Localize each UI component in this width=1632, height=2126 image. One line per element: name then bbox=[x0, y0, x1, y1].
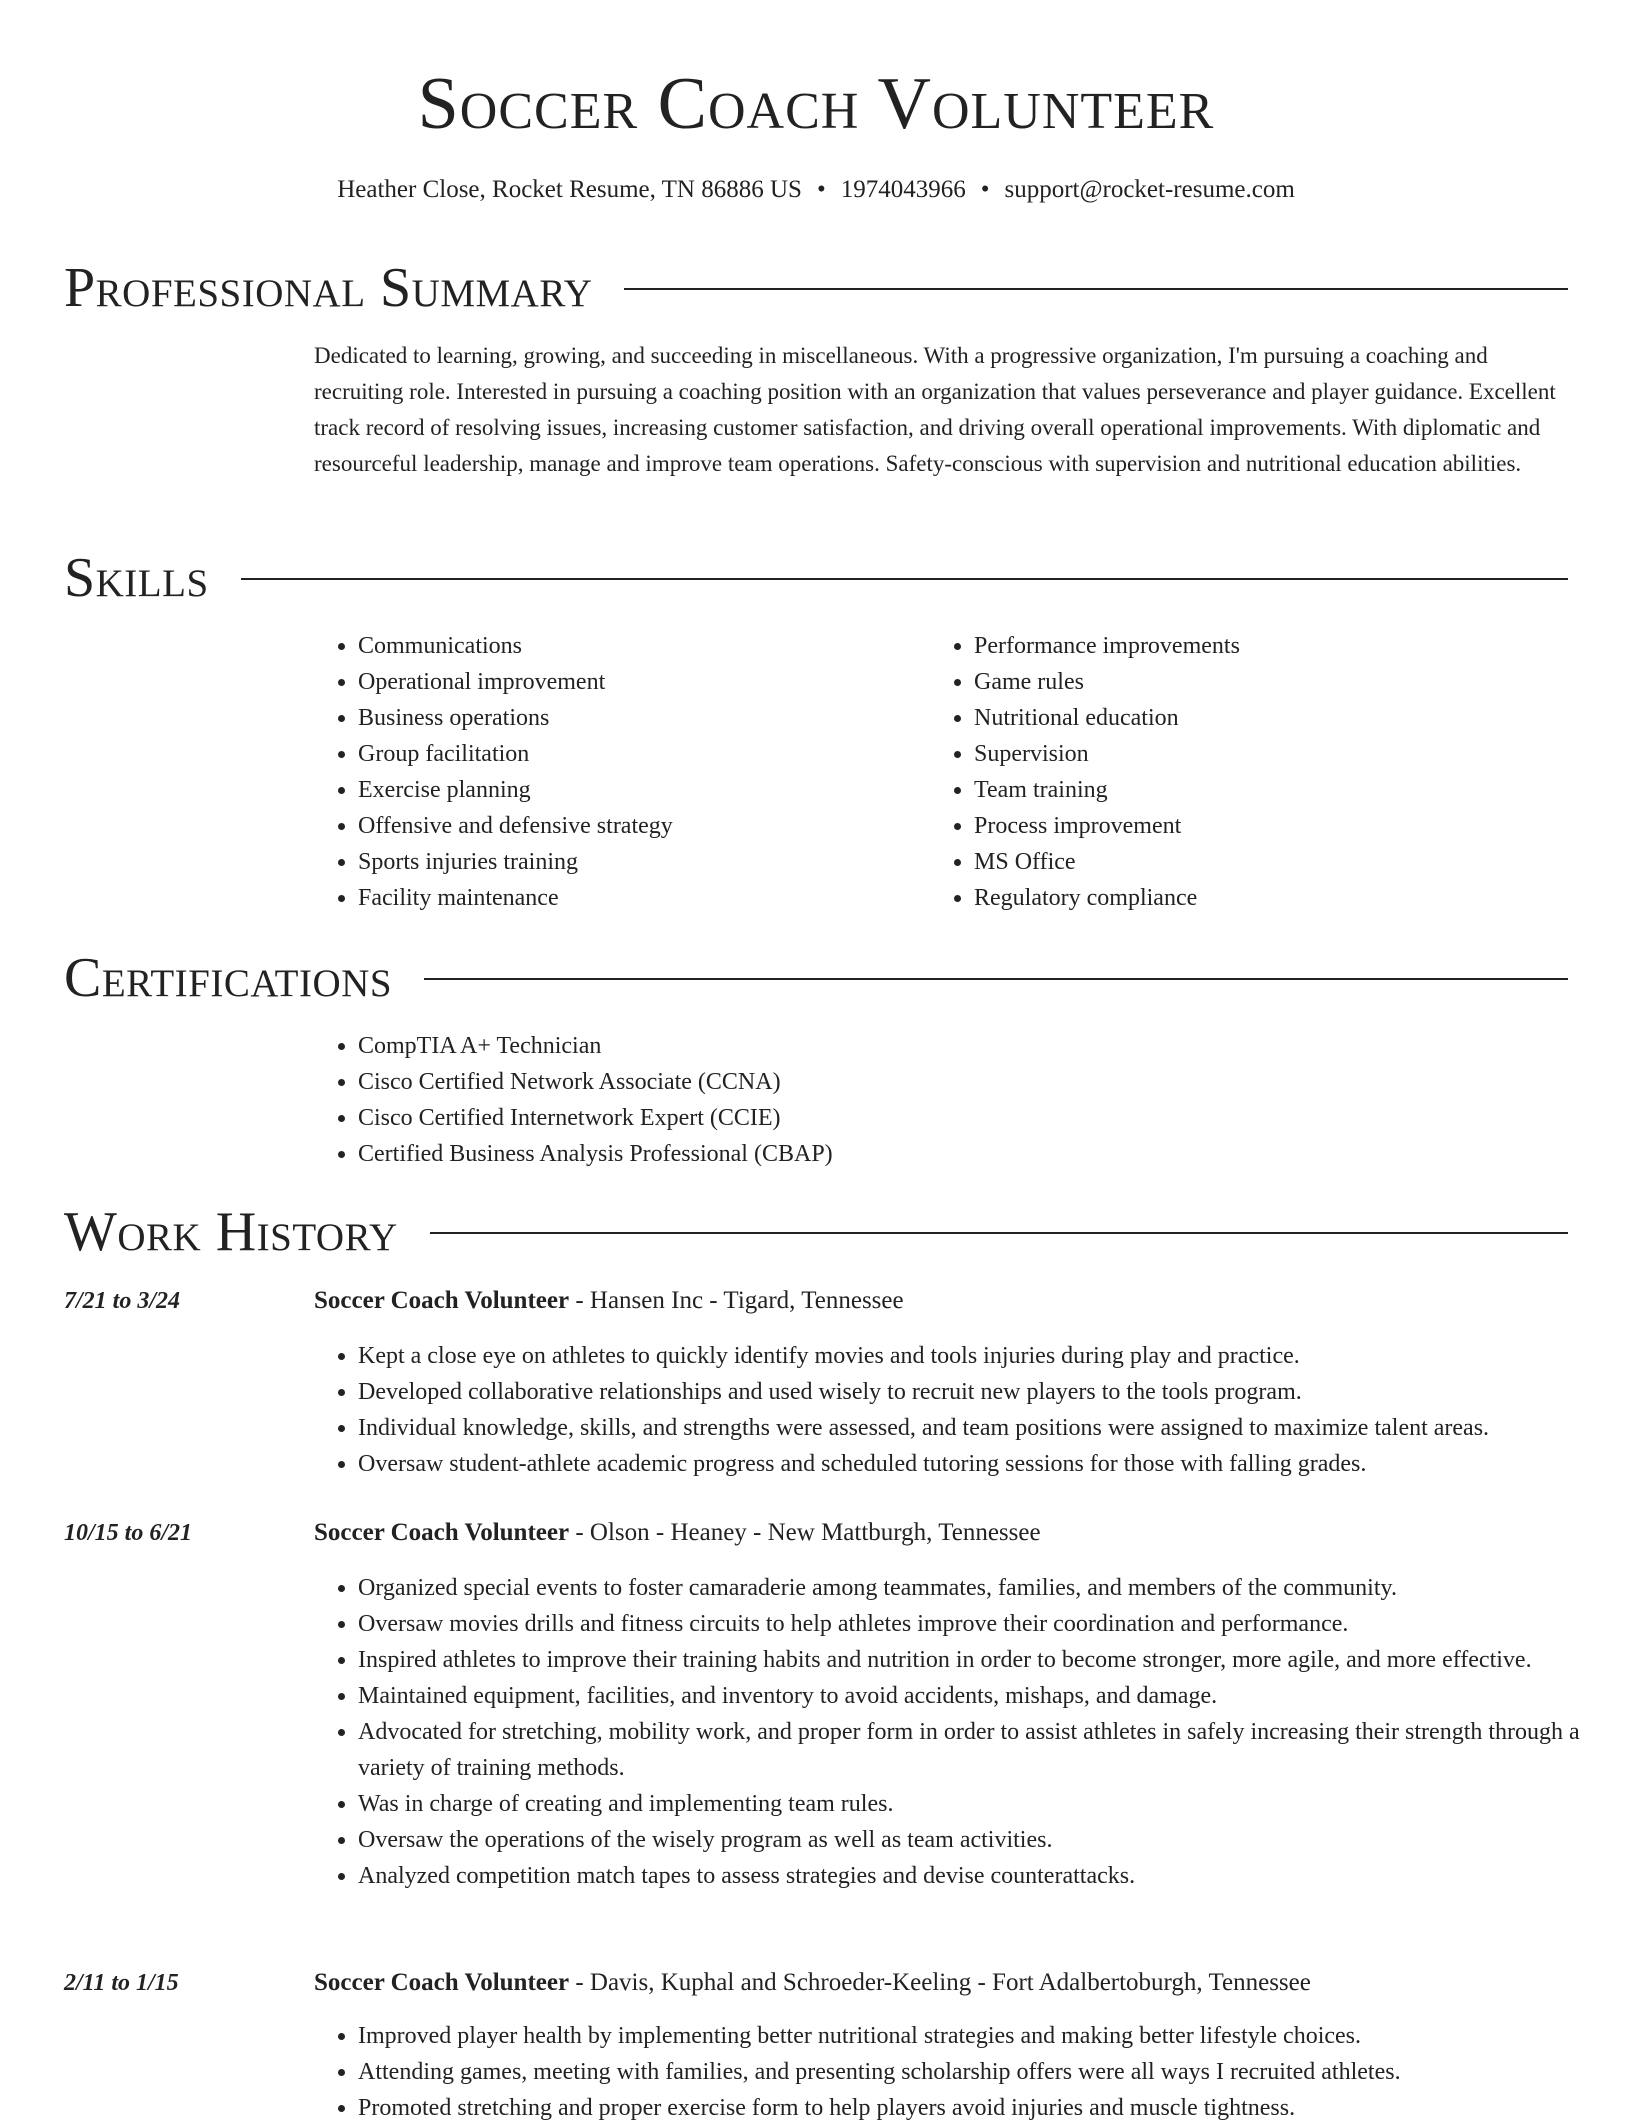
job-bullet: • Analyzed competition match tapes to assess strategies and devise counterattacks. bbox=[358, 1858, 1612, 1894]
job-bullet: • Oversaw student-athlete academic progress and scheduled tutoring sessions for those with falling grades. bbox=[358, 1446, 1612, 1482]
job-heading bbox=[314, 1967, 1311, 1999]
job-bullet: • Oversaw the operations of the wisely program as well as team activities. bbox=[358, 1822, 1612, 1858]
contact-separator: • bbox=[980, 176, 990, 203]
job-heading bbox=[314, 1517, 1041, 1549]
job-bullet: • Kept a close eye on athletes to quickly identify movies and tools injuries during play and practice. bbox=[358, 1338, 1612, 1374]
job-bullet: • Promoted stretching and proper exercise form to help players avoid injuries and muscle tightness. bbox=[358, 2090, 1612, 2126]
job-dates: 7/21 to 3/24 bbox=[64, 1288, 181, 1314]
job-bullets bbox=[314, 1338, 1612, 1482]
contact-address: Heather Close, Rocket Resume, TN 86886 US bbox=[337, 176, 802, 203]
section-title: Professional Summary bbox=[64, 257, 593, 319]
skill-item: • Regulatory compliance bbox=[974, 880, 1574, 916]
job-bullet: • Inspired athletes to improve their training habits and nutrition in order to become stronger, more agile, and more effective. bbox=[358, 1642, 1612, 1678]
job-title: Soccer Coach Volunteer bbox=[314, 1287, 570, 1314]
certification-item: • Cisco Certified Internetwork Expert (CCIE) bbox=[358, 1100, 1558, 1136]
certification-item: • Cisco Certified Network Associate (CCNA) bbox=[358, 1064, 1558, 1100]
skill-item: • MS Office bbox=[974, 844, 1574, 880]
section-title: Skills bbox=[64, 547, 209, 609]
job-employer: - Olson - Heaney - New Mattburgh, Tennessee bbox=[569, 1519, 1041, 1546]
job-employer: - Hansen Inc - Tigard, Tennessee bbox=[569, 1287, 904, 1314]
certification-item: • Certified Business Analysis Professional (CBAP) bbox=[358, 1136, 1558, 1172]
certification-item: • CompTIA A+ Technician bbox=[358, 1028, 1558, 1064]
section-title: Work History bbox=[64, 1201, 398, 1263]
contact-separator: • bbox=[816, 176, 826, 203]
job-bullet: • Developed collaborative relationships and used wisely to recruit new players to the tools program. bbox=[358, 1374, 1612, 1410]
section-header-summary bbox=[64, 258, 1568, 318]
job-title: Soccer Coach Volunteer bbox=[314, 1969, 570, 1996]
skill-item: • Sports injuries training bbox=[358, 844, 918, 880]
resume-name: Soccer Coach Volunteer bbox=[417, 63, 1215, 145]
job-title: Soccer Coach Volunteer bbox=[314, 1519, 570, 1546]
skill-item: • Operational improvement bbox=[358, 664, 918, 700]
certifications-list bbox=[314, 1028, 1558, 1172]
job-bullet: • Organized special events to foster camaraderie among teammates, families, and members of the community. bbox=[358, 1570, 1612, 1606]
section-title: Certifications bbox=[64, 947, 393, 1009]
section-header-work-history bbox=[64, 1202, 1568, 1262]
summary-text: Dedicated to learning, growing, and succeeding in miscellaneous. With a progressive organization, I'm pursuing a coaching and recruiting role. Interested in pursuing a coaching position with an organization that values perseverance and player guidance. Excellent track record of resolving issues, increasing customer satisfaction, and driving overall operational improvements. With diplomatic and resourceful leadership, manage and improve team operations. Safety-conscious with supervision and nutritional education abilities. bbox=[314, 343, 1556, 476]
skills-list-right bbox=[930, 628, 1574, 916]
job-bullet: • Was in charge of creating and implementing team rules. bbox=[358, 1786, 1612, 1822]
section-header-skills bbox=[64, 548, 1568, 608]
job-bullet: • Oversaw movies drills and fitness circuits to help athletes improve their coordination and performance. bbox=[358, 1606, 1612, 1642]
skill-item: • Exercise planning bbox=[358, 772, 918, 808]
skill-item: • Team training bbox=[974, 772, 1574, 808]
job-employer: - Davis, Kuphal and Schroeder-Keeling - Fort Adalbertoburgh, Tennessee bbox=[569, 1969, 1311, 1996]
skill-item: • Game rules bbox=[974, 664, 1574, 700]
contact-phone: 1974043966 bbox=[840, 176, 966, 203]
skill-item: • Nutritional education bbox=[974, 700, 1574, 736]
skill-item: • Communications bbox=[358, 628, 918, 664]
skill-item: • Supervision bbox=[974, 736, 1574, 772]
skill-item: • Business operations bbox=[358, 700, 918, 736]
job-bullet: • Individual knowledge, skills, and strengths were assessed, and team positions were assigned to maximize talent areas. bbox=[358, 1410, 1612, 1446]
skill-item: • Performance improvements bbox=[974, 628, 1574, 664]
skill-item: • Offensive and defensive strategy bbox=[358, 808, 918, 844]
section-divider bbox=[430, 1232, 1568, 1234]
section-header-certifications bbox=[64, 948, 1568, 1008]
job-bullets bbox=[314, 1570, 1612, 1894]
job-bullet: • Advocated for stretching, mobility work, and proper form in order to assist athletes in safely increasing their strength through a variety of training methods. bbox=[358, 1714, 1612, 1786]
job-heading bbox=[314, 1285, 904, 1317]
job-bullet: • Maintained equipment, facilities, and inventory to avoid accidents, mishaps, and damage. bbox=[358, 1678, 1612, 1714]
skill-item: • Group facilitation bbox=[358, 736, 918, 772]
section-divider bbox=[624, 288, 1568, 290]
job-bullet: • Attending games, meeting with families, and presenting scholarship offers were all ways I recruited athletes. bbox=[358, 2054, 1612, 2090]
skills-list-left bbox=[314, 628, 918, 916]
job-bullet: • Improved player health by implementing better nutritional strategies and making better lifestyle choices. bbox=[358, 2018, 1612, 2054]
section-divider bbox=[424, 978, 1568, 980]
job-dates: 2/11 to 1/15 bbox=[64, 1970, 179, 1996]
contact-line bbox=[0, 174, 1632, 206]
job-bullets bbox=[314, 2018, 1612, 2126]
job-dates: 10/15 to 6/21 bbox=[64, 1520, 193, 1546]
skill-item: • Facility maintenance bbox=[358, 880, 918, 916]
skill-item: • Process improvement bbox=[974, 808, 1574, 844]
section-divider bbox=[241, 578, 1568, 580]
contact-email: support@rocket-resume.com bbox=[1004, 176, 1295, 203]
